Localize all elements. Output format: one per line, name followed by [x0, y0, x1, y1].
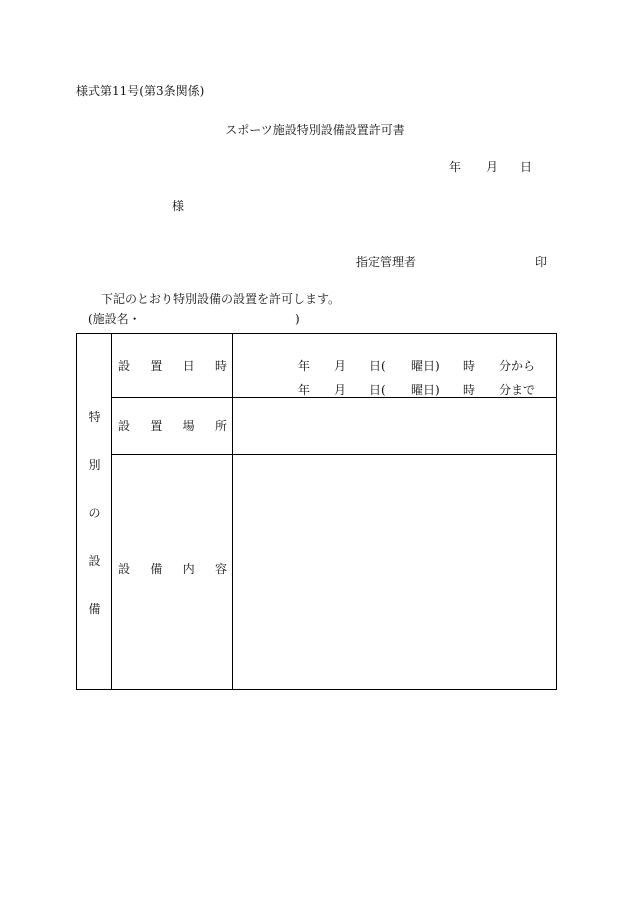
label-char: 容 — [214, 562, 227, 576]
row-label-equipment-contents — [118, 562, 227, 576]
form-number: 様式第11号(第3条関係) — [76, 84, 205, 98]
from-hour: 時 — [463, 359, 476, 373]
statement-text: 下記のとおり特別設備の設置を許可します。 — [101, 292, 341, 306]
group-label-char: 設 — [88, 554, 101, 568]
label-char: 内 — [182, 562, 195, 576]
seal-mark: 印 — [535, 255, 548, 269]
to-hour: 時 — [463, 383, 476, 397]
facility-name-open: (施設名・ — [88, 312, 141, 326]
date-year-label: 年 — [449, 160, 462, 174]
label-char: 置 — [150, 359, 163, 373]
document-title: スポーツ施設特別設備設置許可書 — [225, 123, 405, 137]
label-char: 設 — [118, 359, 131, 373]
facility-name-close: ) — [295, 312, 300, 326]
label-char: 日 — [182, 359, 195, 373]
special-equipment-group-label — [77, 410, 112, 650]
date-day-label: 日 — [520, 160, 533, 174]
to-year: 年 — [298, 383, 311, 397]
group-label-char: の — [88, 506, 101, 520]
from-year: 年 — [298, 359, 311, 373]
row-label-setup-location — [118, 419, 227, 433]
label-char: 場 — [182, 419, 195, 433]
table-divider-horizontal — [111, 454, 556, 455]
label-char: 所 — [214, 419, 227, 433]
from-weekday: 曜日) — [411, 359, 440, 373]
to-day: 日( — [369, 383, 386, 397]
group-label-char: 備 — [88, 602, 101, 616]
label-char: 備 — [150, 562, 163, 576]
from-day: 日( — [369, 359, 386, 373]
row-label-setup-datetime — [118, 359, 227, 373]
date-month-label: 月 — [486, 160, 499, 174]
to-month: 月 — [334, 383, 347, 397]
label-char: 設 — [118, 419, 131, 433]
to-minute: 分まで — [499, 383, 536, 397]
permit-table — [76, 333, 557, 690]
group-label-char: 特 — [88, 410, 101, 424]
label-char: 時 — [214, 359, 227, 373]
addressee-suffix: 様 — [172, 199, 185, 213]
from-minute: 分から — [499, 359, 536, 373]
label-char: 置 — [150, 419, 163, 433]
label-char: 設 — [118, 562, 131, 576]
to-weekday: 曜日) — [411, 383, 440, 397]
issuer-label: 指定管理者 — [356, 255, 417, 269]
table-divider-vertical — [232, 334, 233, 689]
table-divider-horizontal — [111, 397, 556, 398]
group-label-char: 別 — [88, 458, 101, 472]
from-month: 月 — [334, 359, 347, 373]
